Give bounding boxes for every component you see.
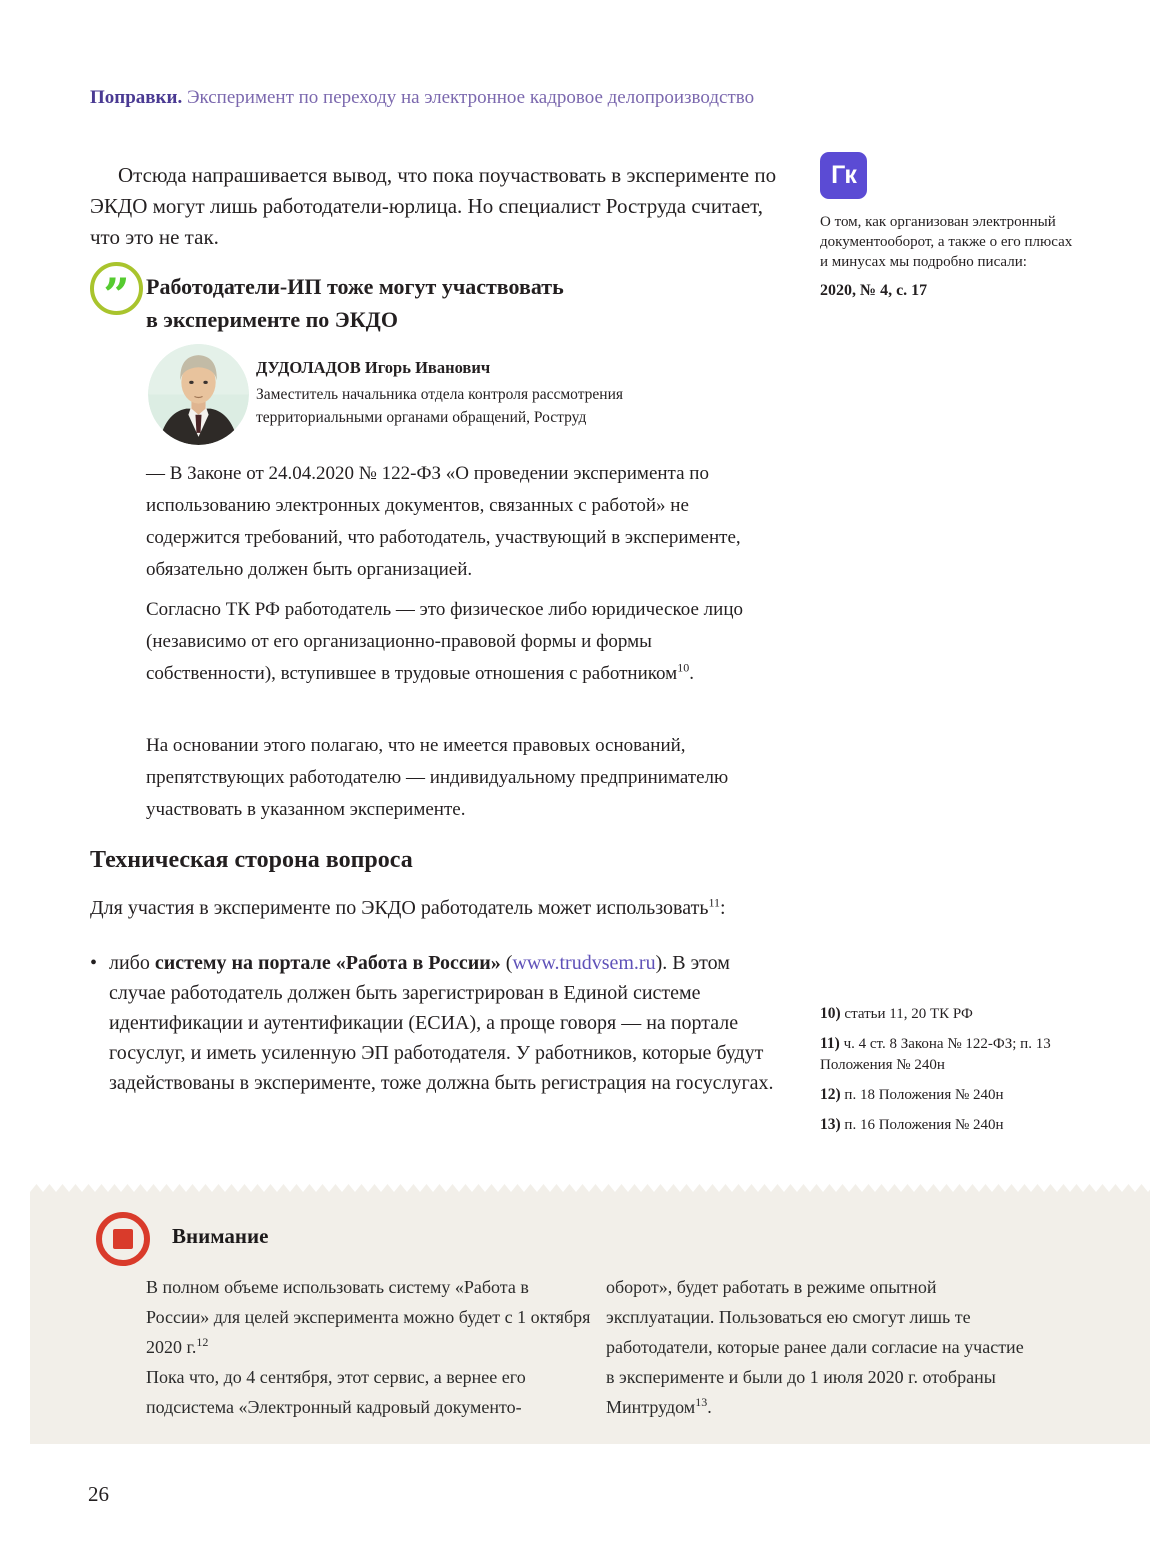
attention-column-1 [146, 1272, 591, 1422]
section-lead-text: Для участия в эксперименте по ЭКДО работодатель может использовать [90, 897, 709, 919]
sidebar-note-text: О том, как организован электронный документооборот, а также о его плюсах и минусах мы подробно писали: [820, 214, 1073, 270]
footnote-13-num: 13) [820, 1116, 841, 1133]
bullet-bold-phrase: систему на портале «Работа в России» [154, 952, 501, 974]
attention-col1-text: В полном объеме использовать систему «Работа в России» для целей эксперимента можно будет с 1 октября 2020 г. [146, 1277, 591, 1357]
quote-paragraph-1: — В Законе от 24.04.2020 № 122-ФЗ «О проведении эксперимента по использованию электронных документов, связанных с работой» не содержится требований, что работодатель, участвующий в эксперименте, обязательно должен быть организацией. [146, 463, 741, 580]
section-lead-paragraph [90, 893, 785, 923]
footnote-13-text: п. 16 Положения № 240н [840, 1117, 1004, 1133]
expert-job-title: Заместитель начальника отдела контроля рассмотрения территориальными органами обращений, Роструд [256, 386, 624, 426]
rubric-label: Поправки. [90, 87, 183, 108]
expert-portrait-illustration [148, 344, 249, 445]
quote-paragraph-3: На основании этого полагаю, что не имеется правовых оснований, препятствующих работодателю — индивидуальному предпринимателю участвовать в указанном эксперименте. [146, 735, 729, 820]
attention-icon [96, 1212, 150, 1266]
footnote-10-num: 10) [820, 1005, 841, 1022]
article-title: Эксперимент по переходу на электронное кадровое делопроизводство [186, 87, 755, 108]
footnote-13 [820, 1114, 1085, 1136]
quote-heading-line1: Работодатели-ИП тоже могут участвовать [146, 274, 564, 299]
expert-card [148, 344, 624, 445]
intro-paragraph: Отсюда напрашивается вывод, что пока поучаствовать в эксперименте по ЭКДО могут лишь работодатели-юрлица. Но специалист Роструда считает, что это не так. [90, 163, 777, 249]
bullet-marker: • [90, 952, 98, 974]
section-lead-suffix: : [720, 897, 726, 919]
expert-avatar [148, 344, 249, 445]
footnotes-column [820, 1003, 1085, 1144]
sidebar-note [820, 152, 1075, 301]
quote-icon [90, 262, 143, 322]
quote-glyph: ” [103, 268, 130, 322]
footnote-11 [820, 1033, 1085, 1076]
attention-col1-paragraph-2: Пока что, до 4 сентября, этот сервис, а вернее его подсистема «Электронный кадровый документо- [146, 1367, 526, 1417]
bullet-paren-open: ( [500, 952, 513, 974]
attention-icon-square [113, 1229, 133, 1249]
footnote-12-num: 12) [820, 1086, 841, 1103]
gk-magazine-logo-icon [820, 152, 867, 199]
expert-meta [256, 357, 686, 429]
footnote-marker-13: 13 [695, 1395, 708, 1409]
footnote-12 [820, 1084, 1085, 1106]
expert-name: ДУДОЛАДОВ Игорь Иванович [256, 358, 491, 377]
running-head [90, 86, 754, 110]
attention-col1-paragraph-1 [146, 1272, 591, 1362]
sidebar-note-reference: 2020, № 4, с. 17 [820, 282, 928, 299]
bullet-item [90, 948, 790, 1098]
footnote-10-text: статьи 11, 20 ТК РФ [840, 1006, 973, 1022]
footnote-marker-12: 12 [196, 1335, 209, 1349]
page-number: 26 [88, 1482, 109, 1506]
quote-paragraph-2-suffix: . [689, 663, 694, 684]
attention-col2-text: оборот», будет работать в режиме опытной эксплуатации. Пользоваться ею смогут лишь те работодатели, которые ранее дали согласие на участие в эксперименте и были до 1 июля 2020 г. отобраны Минтрудом [606, 1277, 1024, 1417]
footnote-marker-10: 10 [677, 660, 690, 675]
quote-heading [146, 270, 564, 336]
attention-col2-suffix: . [707, 1397, 712, 1417]
bullet-prefix: либо [109, 952, 155, 974]
attention-col2-paragraph [606, 1272, 1026, 1422]
bullet-text [109, 948, 790, 1098]
footnote-marker-11: 11 [708, 895, 721, 910]
attention-heading: Внимание [172, 1224, 269, 1248]
footnote-11-text: ч. 4 ст. 8 Закона № 122-ФЗ; п. 13 Положения № 240н [820, 1036, 1051, 1073]
footnote-11-num: 11) [820, 1035, 840, 1052]
bullet-rest: ). В этом случае работодатель должен быть зарегистрирован в Единой системе идентификации и аутентификации (ЕСИА), а проще говоря — на портале госуслуг, и иметь усиленную ЭП работодателя. У работников, которые будут задействованы в эксперименте, тоже должна быть регистрация на госуслугах. [109, 952, 774, 1094]
footnote-10 [820, 1003, 1085, 1025]
quote-paragraph-2-text: Согласно ТК РФ работодатель — это физическое либо юридическое лицо (независимо от его организационно-правовой формы и формы собственности), вступившее в трудовые отношения с работником [146, 599, 743, 684]
attention-column-2 [606, 1272, 1026, 1422]
attention-box-sawtooth-edge [30, 1184, 1150, 1192]
quote-heading-line2: в эксперименте по ЭКДО [146, 307, 398, 332]
gk-logo-label: Гк [831, 161, 856, 189]
footnote-12-text: п. 18 Положения № 240н [840, 1087, 1004, 1103]
trudvsem-link[interactable]: www.trudvsem.ru [512, 952, 656, 974]
section-heading: Техническая сторона вопроса [90, 847, 413, 873]
quote-paragraph-2 [146, 594, 746, 690]
